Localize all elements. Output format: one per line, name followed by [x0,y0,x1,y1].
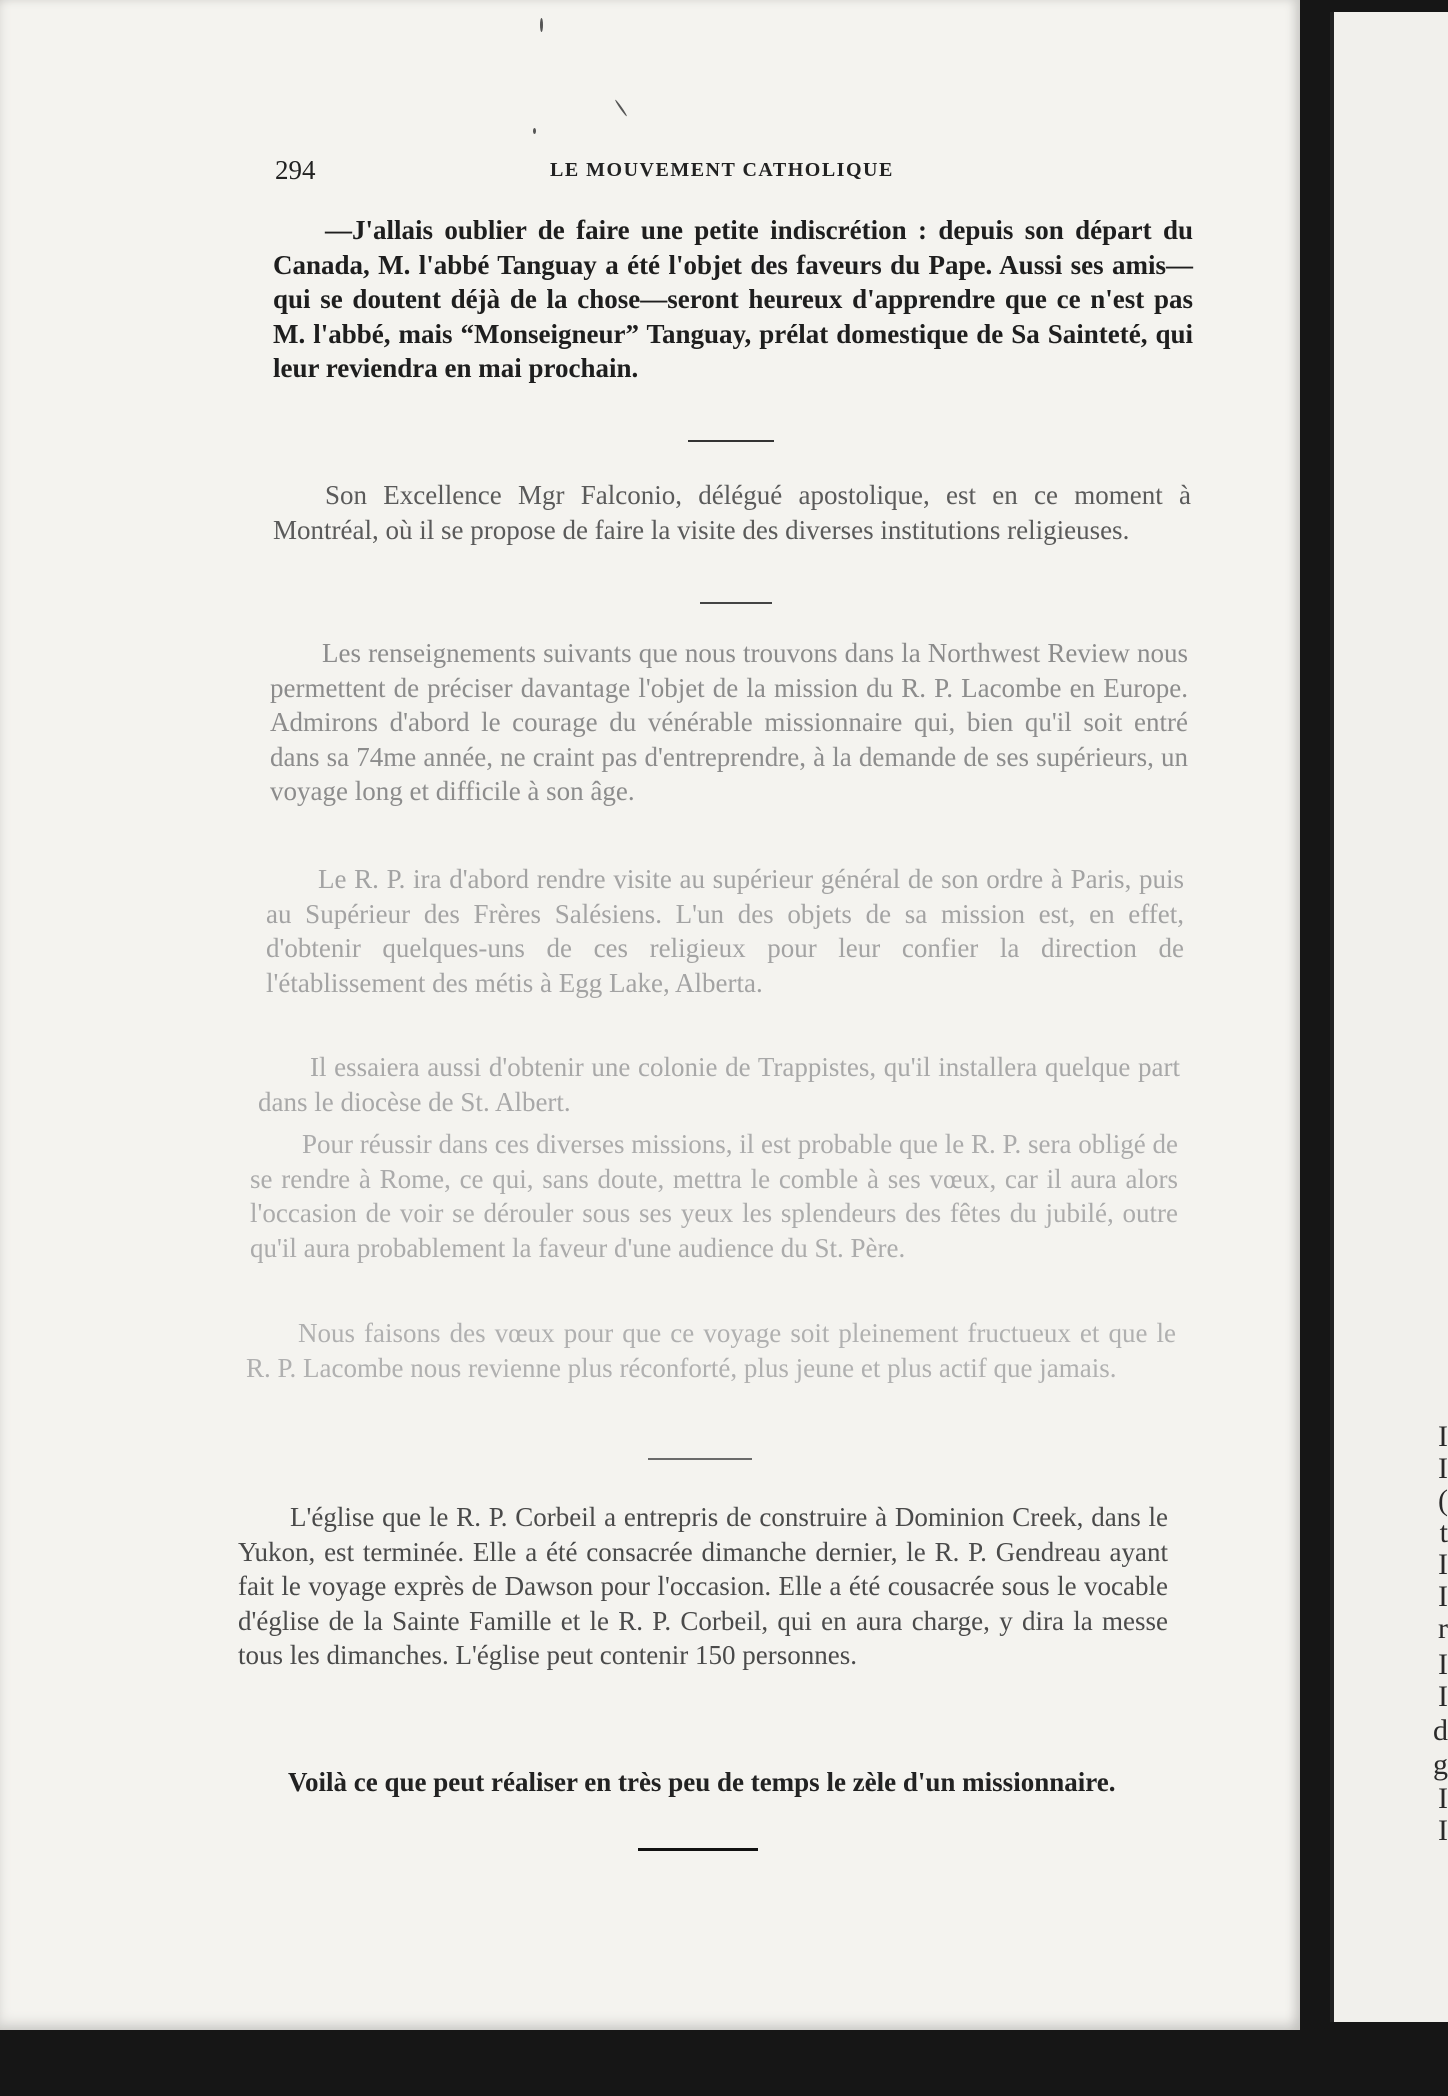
facing-letter: I [1438,1580,1448,1613]
paragraph-rome: Pour réussir dans ces diverses missions, il est probable que le R. P. sera obligé de se rendre à Rome, ce qui, sans doute, mettra le comble à ses vœux, car il aura alors l'occasion de voir se dérouler sous ses yeux les splendeurs des fêtes du jubilé, outre qu'il aura probablement la faveur d'une audience du St. Père. [250,1129,1178,1263]
paragraph-lacombe-intro: Les renseignements suivants que nous trouvons dans la Northwest Review nous permettent de préciser davantage l'objet de la mission du R. P. Lacombe en Europe. Admirons d'abord le courage du vénérable missionnaire qui, bien qu'il soit entré dans sa 74me année, ne craint pas d'entreprendre, à la demande de ses supérieurs, un voyage long et difficile à son âge. [270,638,1188,806]
paragraph-eglise-corbeil: L'église que le R. P. Corbeil a entrepris de construire à Dominion Creek, dans le Yukon, est terminée. Elle a été consacrée dimanche dernier, le R. P. Gendreau ayant fait le voyage exprès de Dawson pour l'occasion. Elle a été cousacrée sous le vocable d'église de la Sainte Famille et le R. P. Corbeil, qui en aura charge, y dira la messe tous les dimanches. L'église peut contenir 150 personnes. [238,1502,1168,1670]
facing-letter: d [1433,1714,1448,1747]
facing-letter: I [1438,1680,1448,1713]
facing-letter: I [1438,1782,1448,1815]
facing-letter: ( [1438,1484,1448,1517]
scan-speck [533,128,536,134]
section-divider [700,602,772,604]
facing-letter: g [1433,1748,1448,1781]
paragraph-zele-missionnaire: Voilà ce que peut réaliser en très peu de temps le zèle d'un missionnaire. [288,1767,1116,1797]
closing-divider [638,1848,758,1851]
paragraph-voeux: Nous faisons des vœux pour que ce voyage soit pleinement fructueux et que le R. P. Lacombe nous revienne plus réconforté, plus jeune et plus actif que jamais. [246,1318,1176,1383]
running-head [275,155,1195,195]
paragraph-falconio: Son Excellence Mgr Falconio, délégué apostolique, est en ce moment à Montréal, où il se propose de faire la visite des diverses institutions religieuses. [273,480,1191,545]
section-divider [648,1458,752,1460]
section-divider [688,440,774,442]
facing-letter: t [1439,1516,1448,1549]
scan-speck [614,99,627,117]
facing-letter: I [1438,1420,1448,1453]
facing-letter: I [1438,1452,1448,1485]
page-number: 294 [275,155,316,185]
running-title: LE MOUVEMENT CATHOLIQUE [550,159,894,181]
paragraph-tanguay: —J'allais oublier de faire une petite indiscrétion : depuis son départ du Canada, M. l'abbé Tanguay a été l'objet des faveurs du Pape. Aussi ses amis—qui se doutent déjà de la chose—seront heureux d'apprendre que ce n'est pas M. l'abbé, mais “Monseigneur” Tanguay, prélat domestique de Sa Sainteté, qui leur reviendra en mai prochain. [273,215,1193,383]
facing-page-edge [1330,12,1448,2022]
facing-letter: I [1438,1648,1448,1681]
facing-letter: r [1438,1612,1448,1645]
scan-speck [540,18,543,32]
facing-letter: I [1438,1814,1448,1847]
facing-letter: I [1438,1548,1448,1581]
paragraph-lacombe-visit: Le R. P. ira d'abord rendre visite au supérieur général de son ordre à Paris, puis au Supérieur des Frères Salésiens. L'un des objets de sa mission est, en effet, d'obtenir quelques-uns de ces religieux pour leur confier la direction de l'établissement des métis à Egg Lake, Alberta. [266,864,1184,998]
paragraph-trappistes: Il essaiera aussi d'obtenir une colonie de Trappistes, qu'il installera quelque part dans le diocèse de St. Albert. [258,1052,1180,1117]
